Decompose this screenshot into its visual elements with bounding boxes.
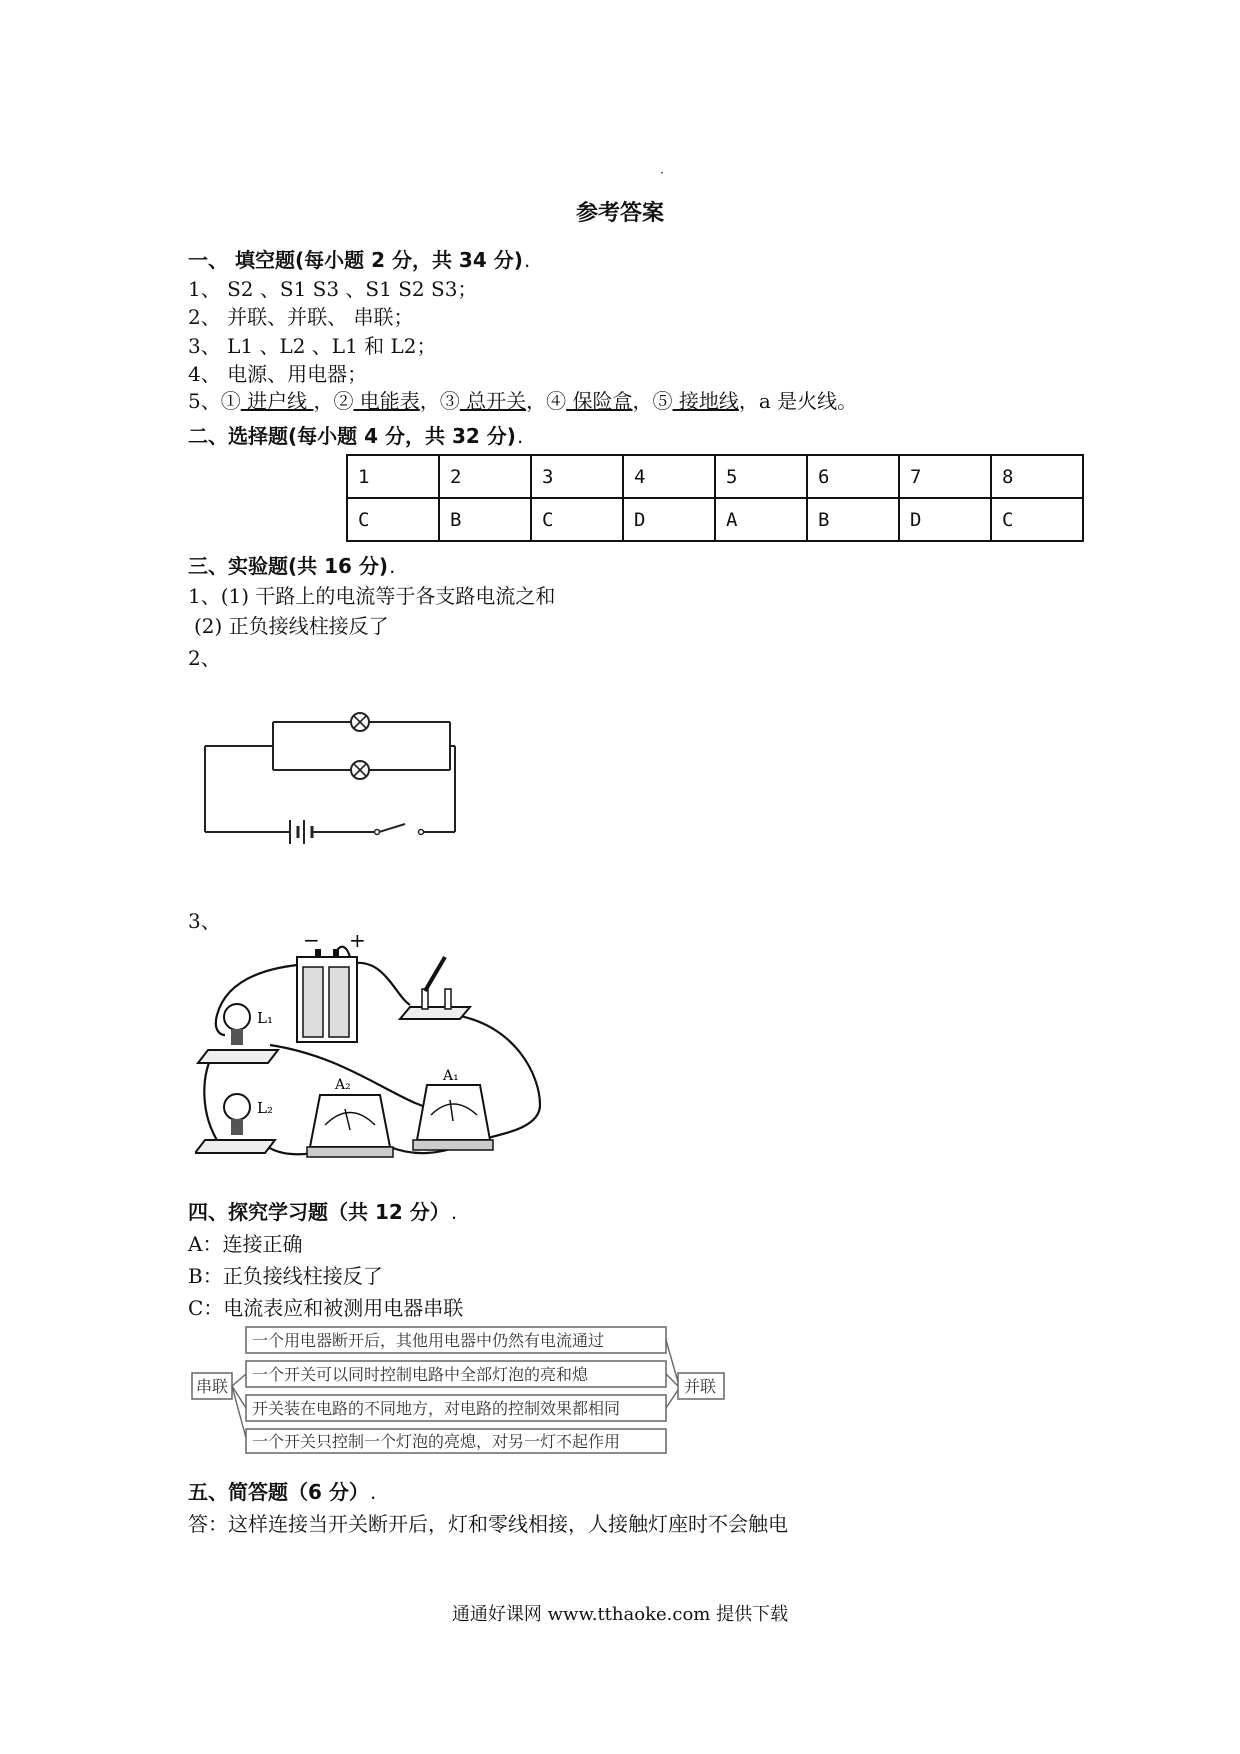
ammeter-a1-label: A₁ — [443, 1068, 459, 1084]
statement-text: 一个开关只控制一个灯泡的亮熄，对另一灯不起作用 — [252, 1432, 621, 1451]
switch-contact-icon — [419, 830, 424, 835]
short-answer: 答：这样连接当开关断开后，灯和零线相接，人接触灯座时不会触电 — [188, 1512, 788, 1536]
table-cell: 5 — [715, 455, 807, 498]
fill-answer-1: 1、 S2 、S1 S3 、S1 S2 S3； — [188, 277, 478, 301]
series-label: 串联 — [196, 1377, 229, 1396]
inquiry-answer-b: B：正负接线柱接反了 — [188, 1264, 383, 1288]
experiment-answer-1a: 1、(1) 干路上的电流等于各支路电流之和 — [188, 584, 556, 608]
table-cell: 8 — [991, 455, 1083, 498]
section-5-heading: 五、简答题（6 分） . — [188, 1480, 376, 1504]
table-row-answers — [347, 498, 1083, 541]
section-1-heading: 一、 填空题(每小题 2 分，共 34 分) . — [188, 248, 530, 272]
knife-switch-icon — [400, 957, 470, 1019]
table-cell: 6 — [807, 455, 899, 498]
top-dot: · — [660, 166, 664, 180]
experiment-answer-2-label: 2、 — [188, 646, 221, 670]
lamp-l1-label: L₁ — [257, 1009, 273, 1027]
table-cell: D — [623, 498, 715, 541]
fill-answer-2: 2、 并联、并联、 串联； — [188, 305, 414, 329]
table-cell: B — [807, 498, 899, 541]
series-parallel-matching-diagram — [190, 1325, 740, 1455]
inquiry-answer-a: A：连接正确 — [188, 1232, 303, 1256]
battery-icon — [297, 949, 357, 1042]
section-3-heading: 三、实验题(共 16 分) . — [188, 554, 395, 578]
ammeter-a2-icon — [307, 1095, 393, 1157]
experiment-answer-1b: (2) 正负接线柱接反了 — [194, 614, 389, 638]
table-cell: 1 — [347, 455, 439, 498]
inquiry-answer-c: C：电流表应和被测用电器串联 — [188, 1296, 464, 1320]
parallel-label: 并联 — [684, 1377, 717, 1396]
blank-1: 进户线 — [240, 389, 314, 413]
blank-5: 接地线 — [672, 389, 739, 413]
circuit-diagram-parallel — [195, 700, 475, 860]
table-cell: 7 — [899, 455, 991, 498]
table-cell: A — [715, 498, 807, 541]
table-cell: 2 — [439, 455, 531, 498]
section-2-heading: 二、选择题(每小题 4 分，共 32 分) . — [188, 424, 523, 448]
blank-2: 电能表 — [353, 389, 420, 413]
table-cell: C — [347, 498, 439, 541]
blank-3: 总开关 — [459, 389, 527, 413]
battery-minus-label: − — [303, 935, 320, 952]
table-cell: C — [531, 498, 623, 541]
fill-answer-3: 3、 L1 、L2 、L1 和 L2； — [188, 334, 437, 358]
choice-answer-table — [346, 454, 1084, 542]
table-cell: D — [899, 498, 991, 541]
table-cell: 4 — [623, 455, 715, 498]
table-cell: C — [991, 498, 1083, 541]
table-cell: 3 — [531, 455, 623, 498]
page-footer: 通通好课网 www.tthaoke.com 提供下载 — [451, 1604, 789, 1625]
fill-answer-4: 4、 电源、用电器； — [188, 362, 368, 386]
battery-plus-label: + — [349, 935, 366, 952]
lamp-icon — [351, 713, 369, 731]
fill-answer-5: 5、① 进户线 ，② 电能表，③ 总开关，④ 保险盒，⑤ 接地线，a 是火线。 — [188, 389, 858, 413]
experiment-answer-3-label: 3、 — [188, 909, 221, 933]
table-row-numbers — [347, 455, 1083, 498]
ammeter-a2-label: A₂ — [335, 1077, 351, 1093]
section-4-heading: 四、探究学习题（共 12 分） . — [188, 1200, 457, 1224]
page-title: 参考答案 — [575, 201, 664, 226]
lamp-l2-label: L₂ — [257, 1099, 273, 1117]
blank-4: 保险盒 — [566, 389, 633, 413]
statement-text: 一个开关可以同时控制电路中全部灯泡的亮和熄 — [252, 1365, 589, 1384]
switch-contact-icon — [375, 830, 380, 835]
statement-text: 开关装在电路的不同地方，对电路的控制效果都相同 — [252, 1399, 621, 1418]
table-cell: B — [439, 498, 531, 541]
lamp-icon — [351, 761, 369, 779]
ammeter-a1-icon — [413, 1085, 493, 1150]
statement-text: 一个用电器断开后，其他用电器中仍然有电流通过 — [252, 1331, 605, 1350]
physical-circuit-illustration — [195, 935, 555, 1175]
